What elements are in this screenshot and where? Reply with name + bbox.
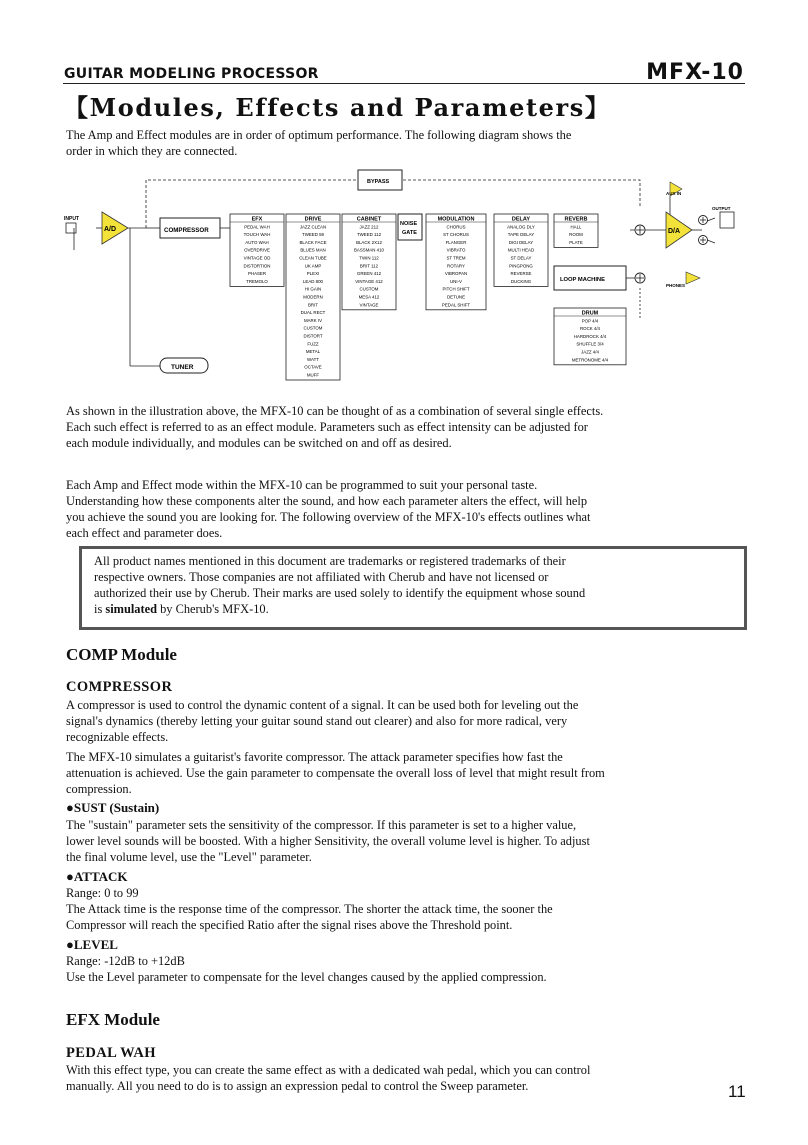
module-item: HALL: [570, 224, 582, 230]
module-item: MUFF: [306, 372, 320, 378]
text-line: order in which they are connected.: [66, 144, 238, 158]
text-line: recognizable effects.: [66, 730, 169, 744]
text-line: respective owners. Those companies are not affiliated with Cherub and have not licensed or: [94, 570, 549, 584]
module-item: CUSTOM: [359, 286, 379, 292]
module-item: VINTAGE OD: [243, 255, 271, 261]
module-item: CUSTOM: [303, 325, 323, 331]
module-item: FLANGER: [445, 239, 467, 245]
module-item: PEDAL WAH: [244, 224, 270, 230]
module-title: MODULATION: [437, 216, 475, 223]
text-line: Use the Level parameter to compensate for the level changes caused by the applied compression.: [66, 970, 547, 984]
module-item: GREEN 412: [356, 271, 382, 277]
text-line: each module individually, and modules can be switched on and off as desired.: [66, 436, 452, 450]
module-item: METAL: [305, 349, 321, 355]
comp-module-heading: COMP Module: [66, 645, 177, 664]
sust-parameter-heading: ●SUST (Sustain): [66, 800, 160, 815]
text-line: compression.: [66, 782, 132, 796]
text-line: Range: 0 to 99: [66, 886, 139, 900]
pedal-wah-heading: PEDAL WAH: [66, 1045, 156, 1061]
module-item: BRIT 112: [359, 263, 379, 269]
module-item: DUAL RECT: [300, 310, 326, 316]
module-item: MARK IV: [303, 317, 323, 323]
module-item: OCTAVE: [304, 364, 322, 370]
module-item: FUZZ: [307, 341, 319, 347]
module-item: BRIT: [307, 302, 319, 308]
module-item: VIBRATO: [446, 247, 466, 253]
text-line: is simulated by Cherub's MFX-10.: [94, 602, 269, 616]
text-line: Compressor will reach the specified Ratio after the signal rises above the Threshold point.: [66, 918, 513, 932]
text-line: A compressor is used to control the dynamic content of a signal. It can be used both for leveling out the: [66, 698, 579, 712]
text-line: the final volume level, use the "Level" parameter.: [66, 850, 312, 864]
module-item: PITCH SHIFT: [442, 286, 470, 292]
module-item: ROCK 4/4: [579, 326, 601, 332]
module-item: TWEED 112: [356, 232, 382, 238]
module-item: OVERDRIVE: [244, 247, 270, 253]
module-item: LEAD 800: [302, 278, 324, 284]
module-item: JAZZ 212: [359, 224, 379, 230]
level-parameter-heading: ●LEVEL: [66, 937, 118, 952]
text-line: lower level sounds will be boosted. With a higher Sensitivity, the overall volume level is higher. To adjust: [66, 834, 590, 848]
module-item: DUCKING: [510, 278, 532, 284]
module-item: WATT: [307, 356, 319, 362]
module-item: JAZZ CLEAN: [299, 224, 327, 230]
module-item: ROOM: [569, 232, 583, 238]
text-line: As shown in the illustration above, the MFX-10 can be thought of as a combination of several single effects.: [66, 404, 604, 418]
noise-gate-label: NOISE: [400, 221, 418, 227]
module-item: AUTO WAH: [245, 239, 269, 245]
module-item: ST CHORUS: [443, 232, 469, 238]
header-model: MFX-10: [646, 60, 744, 85]
header-divider: [63, 83, 745, 84]
text-line: Range: -12dB to +12dB: [66, 954, 185, 968]
module-item: CLEAN TUBE: [299, 255, 327, 261]
module-title: EFX: [251, 216, 263, 223]
text-line: The Attack time is the response time of the compressor. The shorter the attack time, the sooner the: [66, 902, 553, 916]
module-title: CABINET: [356, 216, 382, 223]
aux-in-label: AUX IN: [666, 191, 682, 196]
attack-parameter-heading: ●ATTACK: [66, 869, 128, 884]
module-item: POP 4/4: [581, 318, 599, 324]
module-item: BLACK FACE: [299, 239, 327, 245]
module-item: PINGPONG: [509, 263, 533, 269]
module-item: MULTI HEAD: [507, 247, 535, 253]
ad-label: A/D: [104, 226, 117, 233]
module-item: ANALOG DLY: [507, 224, 535, 230]
overview-paragraph: [66, 403, 746, 451]
module-item: VINTAGE: [359, 302, 379, 308]
trademark-notice: [79, 546, 747, 630]
module-item: UNI-V: [450, 278, 462, 284]
intro-paragraph: [66, 127, 746, 159]
module-item: JAZZ 4/4: [581, 349, 599, 355]
text-line: All product names mentioned in this document are trademarks or registered trademarks of their: [94, 554, 566, 568]
attack-parameter-text: [66, 885, 746, 933]
text-line: Each such effect is referred to as an effect module. Parameters such as effect intensity can be adjusted for: [66, 420, 588, 434]
compressor-simulation-text: [66, 749, 746, 797]
module-item: DISTORTION: [243, 263, 271, 269]
module-item: METRONOME 4/4: [571, 357, 609, 363]
module-item: SHUFFLE 3/4: [576, 341, 604, 347]
text-line: The MFX-10 simulates a guitarist's favorite compressor. The attack parameter specifies how fast the: [66, 750, 563, 764]
header-title: GUITAR MODELING PROCESSOR: [64, 66, 319, 82]
module-item: PEDAL SHIFT: [441, 302, 471, 308]
text-line: authorized their use by Cherub. Their marks are used solely to identify the equipment whose sound: [94, 586, 586, 600]
output-label: OUTPUT: [712, 206, 731, 211]
input-jack-icon: [66, 223, 76, 233]
text-line: The "sustain" parameter sets the sensitivity of the compressor. If this parameter is set to a higher value,: [66, 818, 577, 832]
text-line: Each Amp and Effect mode within the MFX-10 can be programmed to suit your personal taste.: [66, 478, 538, 492]
efx-module-heading: EFX Module: [66, 1010, 160, 1029]
module-item: MODERN: [303, 294, 323, 300]
sust-parameter-text: [66, 817, 746, 865]
programming-paragraph: [66, 477, 746, 541]
noise-gate-block: [398, 214, 422, 240]
module-item: PLEXI: [306, 271, 320, 277]
module-item: VIBROPAN: [444, 271, 468, 277]
text-line: With this effect type, you can create the same effect as with a dedicated wah pedal, which you can control: [66, 1063, 591, 1077]
module-item: UK AMP: [304, 263, 322, 269]
compressor-label: COMPRESSOR: [164, 227, 209, 234]
phones-icon: [686, 272, 700, 284]
text-line: attenuation is achieved. Use the gain parameter to compensate the overall loss of level that might result from: [66, 766, 605, 780]
module-item: VINTAGE 412: [355, 278, 383, 284]
module-item: PLATE: [569, 239, 583, 245]
input-label: INPUT: [64, 216, 79, 222]
noise-gate-label: GATE: [402, 230, 417, 236]
module-item: PHASER: [247, 271, 267, 277]
module-item: ST TREM: [446, 255, 466, 261]
module-item: DIGI DELAY: [508, 239, 534, 245]
text-line: you achieve the sound you are looking for. The following overview of the MFX-10's effects outlines what: [66, 510, 591, 524]
module-item: BLUES MAN: [300, 247, 326, 253]
output-jack-icon: [720, 212, 734, 228]
tuner-label: TUNER: [171, 364, 194, 371]
phones-label: PHONES: [666, 283, 686, 288]
module-item: CHORUS: [446, 224, 466, 230]
loop-machine-label: LOOP MACHINE: [560, 277, 605, 283]
text-line: manually. All you need to do is to assign an expression pedal to control the Sweep parameter.: [66, 1079, 529, 1093]
da-label: D/A: [668, 228, 681, 235]
compressor-heading: COMPRESSOR: [66, 679, 173, 695]
module-item: HI GAIN: [304, 286, 322, 292]
text-line: signal's dynamics (thereby letting your guitar sound stand out clearer) and also for more radical, very: [66, 714, 568, 728]
pedal-wah-text: [66, 1062, 746, 1094]
module-item: TREMOLO: [246, 278, 268, 284]
page-title: 【Modules, Effects and Parameters】: [64, 93, 611, 122]
module-item: BASSMAN 410: [353, 247, 385, 253]
module-item: HARDROCK 4/4: [573, 333, 607, 339]
module-item: TAPE DELAY: [507, 232, 535, 238]
module-item: TOUCH WAH: [243, 232, 271, 238]
module-title: DELAY: [511, 216, 531, 223]
text-line: Understanding how these components alter the sound, and how each parameter alters the effect, will help: [66, 494, 588, 508]
module-item: REVERSE: [510, 271, 532, 277]
text-line: The Amp and Effect modules are in order of optimum performance. The following diagram shows the: [66, 128, 572, 142]
module-item: TWIN 112: [359, 255, 379, 261]
bypass-label: BYPASS: [367, 179, 390, 185]
module-item: ST DELAY: [510, 255, 532, 261]
module-item: DETUNE: [446, 294, 466, 300]
signal-flow-diagram: [60, 168, 760, 390]
module-item: ROTARY: [447, 263, 465, 269]
module-title: DRUM: [581, 310, 599, 317]
module-item: DISTORT: [303, 333, 323, 339]
module-item: TWEED 59: [302, 232, 324, 238]
compressor-description: [66, 697, 746, 745]
module-title: DRIVE: [304, 216, 322, 223]
emphasis: simulated: [105, 602, 158, 616]
module-item: MESA 412: [358, 294, 380, 300]
module-item: BLACK 2X12: [356, 239, 382, 245]
module-title: REVERB: [564, 216, 588, 223]
text-line: each effect and parameter does.: [66, 526, 223, 540]
page-number: 11: [728, 1082, 746, 1101]
level-parameter-text: [66, 953, 746, 985]
